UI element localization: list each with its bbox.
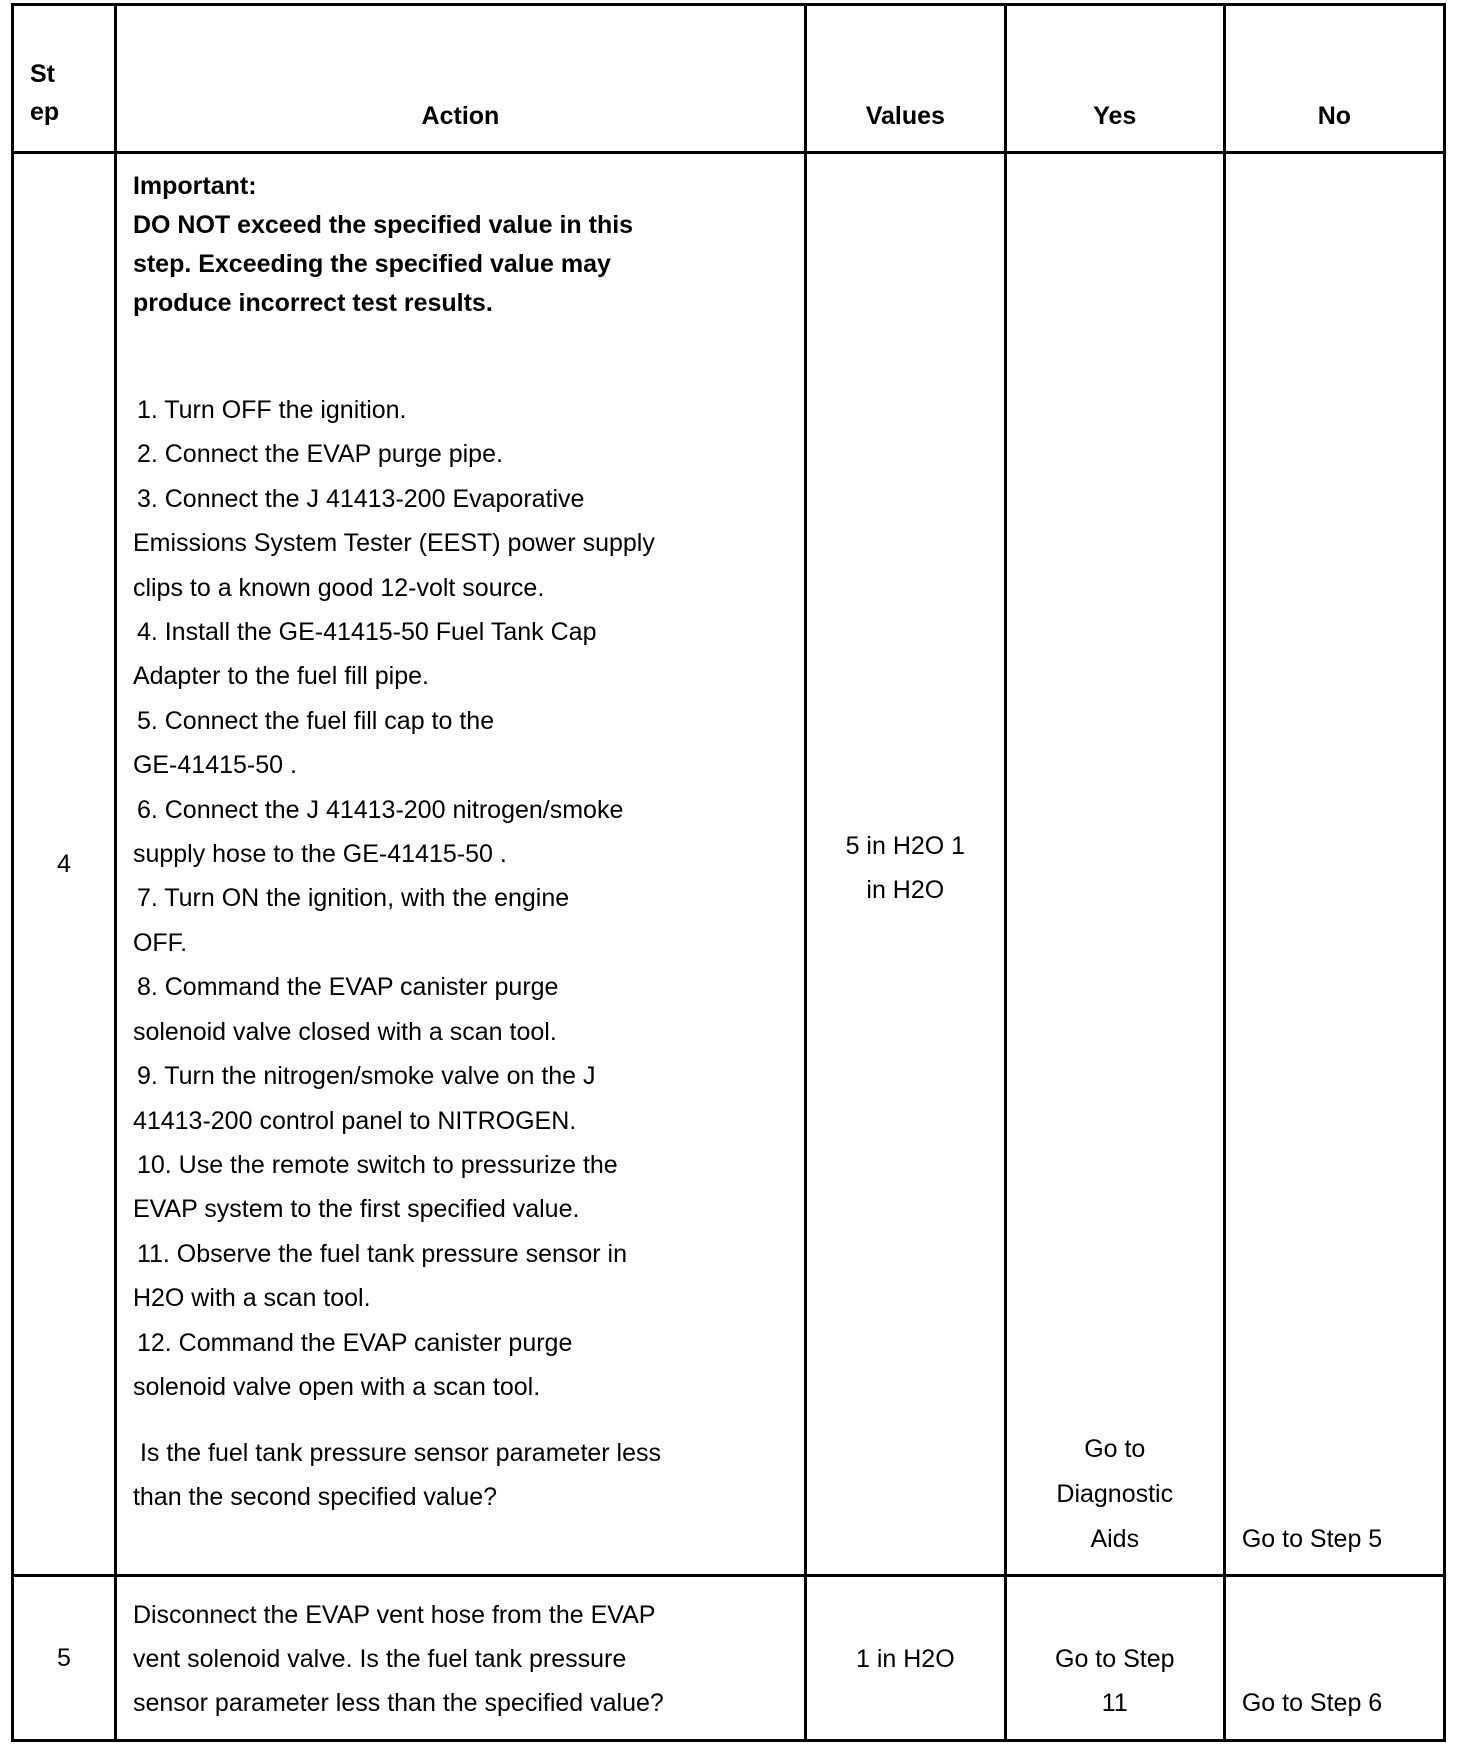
table-row	[13, 1576, 1445, 1741]
step-line: EVAP system to the first specified value.	[132, 1195, 580, 1224]
yes-text	[1007, 1427, 1223, 1562]
step-line: 8. Command the EVAP canister purge	[136, 973, 559, 1002]
yes-cell	[1005, 1576, 1224, 1741]
step-line: 41413-200 control panel to NITROGEN.	[132, 1106, 577, 1135]
yes-cell	[1005, 153, 1224, 1576]
yes-text	[1007, 1637, 1223, 1725]
table-row	[13, 153, 1445, 1576]
no-text: Go to Step 5	[1241, 1525, 1383, 1553]
values-text: 1 in H2O	[855, 1645, 955, 1673]
important-line: DO NOT exceed the specified value in this	[132, 211, 634, 239]
action-header: Action	[115, 5, 805, 153]
step-line: OFF.	[132, 928, 188, 957]
step-line: Emissions System Tester (EEST) power supply	[132, 529, 655, 558]
question	[133, 1431, 804, 1519]
step-number: 5	[13, 1576, 116, 1741]
step-line: 4. Install the GE-41415-50 Fuel Tank Cap	[136, 618, 597, 647]
step-line: supply hose to the GE-41415-50 .	[132, 840, 507, 869]
no-header: No	[1224, 5, 1444, 153]
action-line: sensor parameter less than the specified value?	[132, 1689, 664, 1717]
step-line: 7. Turn ON the ignition, with the engine	[136, 884, 570, 913]
important-line: produce incorrect test results.	[132, 289, 493, 317]
yes-line: Diagnostic	[1056, 1480, 1174, 1508]
yes-line: Go to	[1084, 1435, 1146, 1463]
yes-line: 11	[1101, 1689, 1128, 1717]
yes-line: Go to Step	[1055, 1645, 1175, 1673]
step-line: 9. Turn the nitrogen/smoke valve on the J	[136, 1062, 596, 1091]
no-text: Go to Step 6	[1241, 1689, 1383, 1717]
action-cell	[115, 153, 805, 1576]
values-cell	[805, 1576, 1005, 1741]
important-note	[133, 167, 804, 323]
yes-header: Yes	[1005, 5, 1224, 153]
action-line: Disconnect the EVAP vent hose from the EVAP	[132, 1601, 656, 1629]
question-line: than the second specified value?	[132, 1483, 498, 1512]
step-header-line2: ep	[30, 98, 60, 126]
step-line: clips to a known good 12-volt source.	[132, 573, 545, 602]
step-line: 11. Observe the fuel tank pressure sensor in	[136, 1239, 628, 1268]
diagnostic-table	[11, 3, 1446, 1742]
step-number: 4	[13, 153, 116, 1576]
action-text	[133, 1593, 664, 1725]
question-line: Is the fuel tank pressure sensor parameter less	[139, 1439, 662, 1468]
step-line: 2. Connect the EVAP purge pipe.	[136, 440, 503, 469]
step-header	[13, 5, 116, 153]
yes-line: Aids	[1090, 1525, 1140, 1553]
step-line: solenoid valve closed with a scan tool.	[132, 1017, 557, 1046]
action-cell	[115, 1576, 805, 1741]
step-line: 12. Command the EVAP canister purge	[136, 1328, 573, 1357]
action-line: vent solenoid valve. Is the fuel tank pressure	[132, 1645, 627, 1673]
step-line: GE-41415-50 .	[132, 751, 297, 780]
values-line: 5 in H2O 1	[845, 832, 966, 860]
values-line: in H2O	[866, 876, 945, 904]
values-header: Values	[805, 5, 1005, 153]
values-cell	[805, 153, 1005, 1576]
no-cell	[1224, 153, 1444, 1576]
step-line: 6. Connect the J 41413-200 nitrogen/smoke	[136, 795, 624, 824]
step-header-line1: St	[30, 60, 55, 88]
step-line: solenoid valve open with a scan tool.	[132, 1372, 541, 1401]
step-line: 3. Connect the J 41413-200 Evaporative	[136, 484, 585, 513]
step-line: 10. Use the remote switch to pressurize the	[136, 1150, 618, 1179]
values-text	[807, 824, 1004, 912]
important-line: step. Exceeding the specified value may	[132, 250, 611, 278]
step-line: H2O with a scan tool.	[132, 1284, 371, 1313]
header-row	[13, 5, 1445, 153]
step-line: 1. Turn OFF the ignition.	[136, 396, 407, 424]
important-label: Important:	[132, 172, 257, 200]
step-line: 5. Connect the fuel fill cap to the	[136, 706, 495, 735]
procedure-steps	[133, 388, 804, 1409]
step-line: Adapter to the fuel fill pipe.	[132, 662, 429, 691]
no-cell	[1224, 1576, 1444, 1741]
